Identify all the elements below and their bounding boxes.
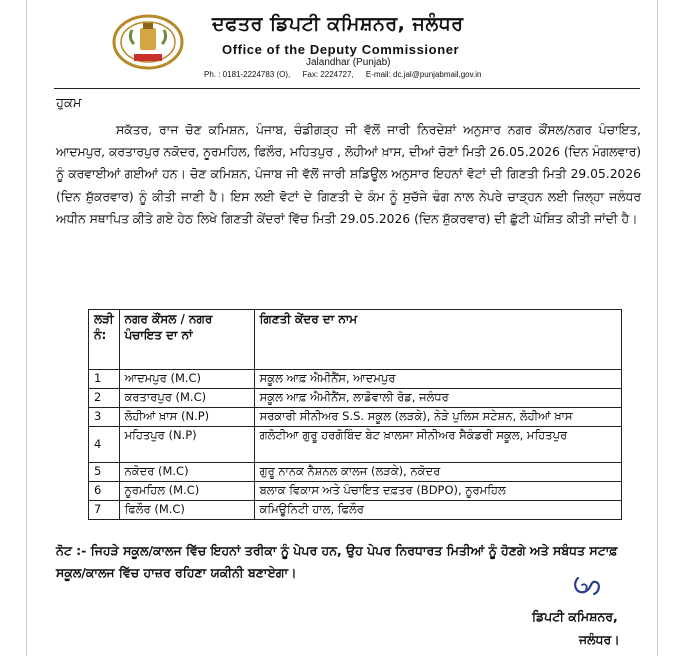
centre-cell: ਕਮਿਊਨਿਟੀ ਹਾਲ, ਫਿਲੌਰ: [254, 501, 621, 520]
serial-cell: 3: [89, 408, 120, 427]
col-header-centre: ਗਿਣਤੀ ਕੇਂਦਰ ਦਾ ਨਾਮ: [254, 310, 621, 370]
serial-cell: 6: [89, 482, 120, 501]
centre-cell: ਸਕੂਲ ਆਫ਼ ਐਮੀਨੈਂਸ, ਲਾਡੋਵਾਲੀ ਰੋਡ, ਜਲੰਧਰ: [254, 389, 621, 408]
counting-centres-table: [88, 309, 622, 520]
council-cell: ਲੋਹੀਆਂ ਖ਼ਾਸ (N.P): [119, 408, 254, 427]
table-header-row: [89, 310, 622, 370]
council-cell: ਨਕੋਦਰ (M.C): [119, 463, 254, 482]
col-header-serial: ਲੜੀ ਨੰ:: [89, 310, 120, 370]
punjab-government-emblem: [112, 14, 184, 70]
council-cell: ਮਹਿਤਪੁਰ (N.P): [119, 427, 254, 463]
email-address: E-mail: dc.jal@punjabmail.gov.in: [365, 70, 482, 79]
council-cell: ਆਦਮਪੁਰ (M.C): [119, 370, 254, 389]
signatory-city: ਜਲੰਧਰ।: [579, 632, 620, 647]
serial-cell: 1: [89, 370, 120, 389]
order-body: [56, 119, 641, 230]
council-cell: ਕਰਤਾਰਪੁਰ (M.C): [119, 389, 254, 408]
order-body-text: ਸਕੱਤਰ, ਰਾਜ ਚੋਣ ਕਮਿਸ਼ਨ, ਪੰਜਾਬ, ਚੰਡੀਗੜ੍ਹ ਜੀ ਵੱਲੋਂ ਜਾਰੀ ਨਿਰਦੇਸ਼ਾਂ ਅਨੁਸਾਰ ਨਗਰ ਕੌਂਸਲ/ਨਗਰ ਪੰਚਾਇਤ, ਆਦਮਪੁਰ, ਕਰਤਾਰਪੁਰ ਨਕੋਦਰ, ਨੂਰਮਹਿਲ, ਫਿਲੌਰ, ਮਹਿਤਪੁਰ , ਲੋਹੀਆਂ ਖ਼ਾਸ, ਦੀਆਂ ਚੋਣਾਂ ਮਿਤੀ 26.05.2026 (ਦਿਨ ਮੰਗਲਵਾਰ) ਨੂੰ ਕਰਵਾਈਆਂ ਗਈਆਂ ਹਨ। ਚੋਣ ਕਮਿਸ਼ਨ, ਪੰਜਾਬ ਜੀ ਵੱਲੋਂ ਜਾਰੀ ਸ਼ਡਿਊਲ ਅਨੁਸਾਰ ਇਹਨਾਂ ਵੋਟਾਂ ਦੀ ਗਿਣਤੀ ਮਿਤੀ 29.05.2026 (ਦਿਨ ਸ਼ੁੱਕਰਵਾਰ) ਨੂੰ ਕੀਤੀ ਜਾਣੀ ਹੈ। ਇਸ ਲਈ ਵੋਟਾਂ ਦੇ ਗਿਣਤੀ ਦੇ ਕੰਮ ਨੂੰ ਸੁਚੱਜੇ ਢੰਗ ਨਾਲ ਨੇਪਰੇ ਚਾੜ੍ਹਨ ਲਈ ਜ਼ਿਲ੍ਹਾ ਜਲੰਧਰ ਅਧੀਨ ਸਥਾਪਿਤ ਕੀਤੇ ਗਏ ਹੇਠ ਲਿਖੇ ਗਿਣਤੀ ਕੇਂਦਰਾਂ ਵਿੱਚ ਮਿਤੀ 29.05.2026 (ਦਿਨ ਸ਼ੁੱਕਰਵਾਰ) ਦੀ ਛੁੱਟੀ ਘੋਸ਼ਿਤ ਕੀਤੀ ਜਾਂਦੀ ਹੈ।: [56, 123, 641, 226]
phone-number: Ph. : 0181-2224783 (O),: [204, 70, 291, 79]
table-row: [89, 427, 622, 463]
centre-cell: ਬਲਾਕ ਵਿਕਾਸ ਅਤੇ ਪੰਚਾਇਤ ਦਫ਼ਤਰ (BDPO), ਨੂਰਮਹਿਲ: [254, 482, 621, 501]
centre-cell: ਗਲੋਟੀਆ ਗੁਰੂ ਹਰਗੋਬਿੰਦ ਬੇਟ ਖ਼ਾਲਸਾ ਸੀਨੀਅਰ ਸੈਕੰਡਰੀ ਸਕੂਲ, ਮਹਿਤਪੁਰ: [254, 427, 621, 463]
centre-cell: ਗੁਰੂ ਨਾਨਕ ਨੈਸ਼ਨਲ ਕਾਲਜ (ਲੜਕੇ), ਨਕੋਦਰ: [254, 463, 621, 482]
serial-cell: 5: [89, 463, 120, 482]
table-row: [89, 389, 622, 408]
table-row: [89, 501, 622, 520]
letterhead-city: Jalandhar (Punjab): [306, 57, 391, 68]
col-header-council: ਨਗਰ ਕੌਂਸਲ / ਨਗਰ ਪੰਚਾਇਤ ਦਾ ਨਾਂ: [119, 310, 254, 370]
serial-cell: 7: [89, 501, 120, 520]
letterhead-divider: [54, 88, 640, 89]
signatory-title: ਡਿਪਟੀ ਕਮਿਸ਼ਨਰ,: [532, 609, 618, 624]
table-row: [89, 482, 622, 501]
serial-cell: 4: [89, 427, 120, 463]
letterhead-title-punjabi: ਦਫਤਰ ਡਿਪਟੀ ਕਮਿਸ਼ਨਰ, ਜਲੰਧਰ: [212, 13, 464, 35]
fax-number: Fax: 2224727,: [302, 70, 354, 79]
letterhead-title-english: Office of the Deputy Commissioner: [222, 42, 460, 57]
council-cell: ਨੂਰਮਹਿਲ (M.C): [119, 482, 254, 501]
order-heading: ਹੁਕਮ: [56, 96, 82, 111]
centre-cell: ਸਰਕਾਰੀ ਸੀਨੀਅਰ S.S. ਸਕੂਲ (ਲੜਕੇ), ਨੇੜੇ ਪੁਲਿਸ ਸਟੇਸ਼ਨ, ਲੋਹੀਆਂ ਖ਼ਾਸ: [254, 408, 621, 427]
table-row: [89, 408, 622, 427]
letterhead-contact: [204, 70, 491, 79]
order-note: ਨੋਟ :- ਜਿਹੜੇ ਸਕੂਲ/ਕਾਲਜ ਵਿੱਚ ਇਹਨਾਂ ਤਰੀਕਾ ਨੂੰ ਪੇਪਰ ਹਨ, ਉਹ ਪੇਪਰ ਨਿਰਧਾਰਤ ਮਿਤੀਆਂ ਨੂੰ ਹੋਣਗੇ ਅਤੇ ਸਬੰਧਤ ਸਟਾਫ਼ ਸਕੂਲ/ਕਾਲਜ ਵਿੱਚ ਹਾਜ਼ਰ ਰਹਿਣਾ ਯਕੀਨੀ ਬਣਾਏਗਾ।: [56, 543, 618, 580]
serial-cell: 2: [89, 389, 120, 408]
table-row: [89, 370, 622, 389]
centre-cell: ਸਕੂਲ ਆਫ਼ ਐਮੀਨੈਂਸ, ਆਦਮਪੁਰ: [254, 370, 621, 389]
signature-mark: [570, 574, 604, 598]
table-row: [89, 463, 622, 482]
council-cell: ਫਿਲੌਰ (M.C): [119, 501, 254, 520]
